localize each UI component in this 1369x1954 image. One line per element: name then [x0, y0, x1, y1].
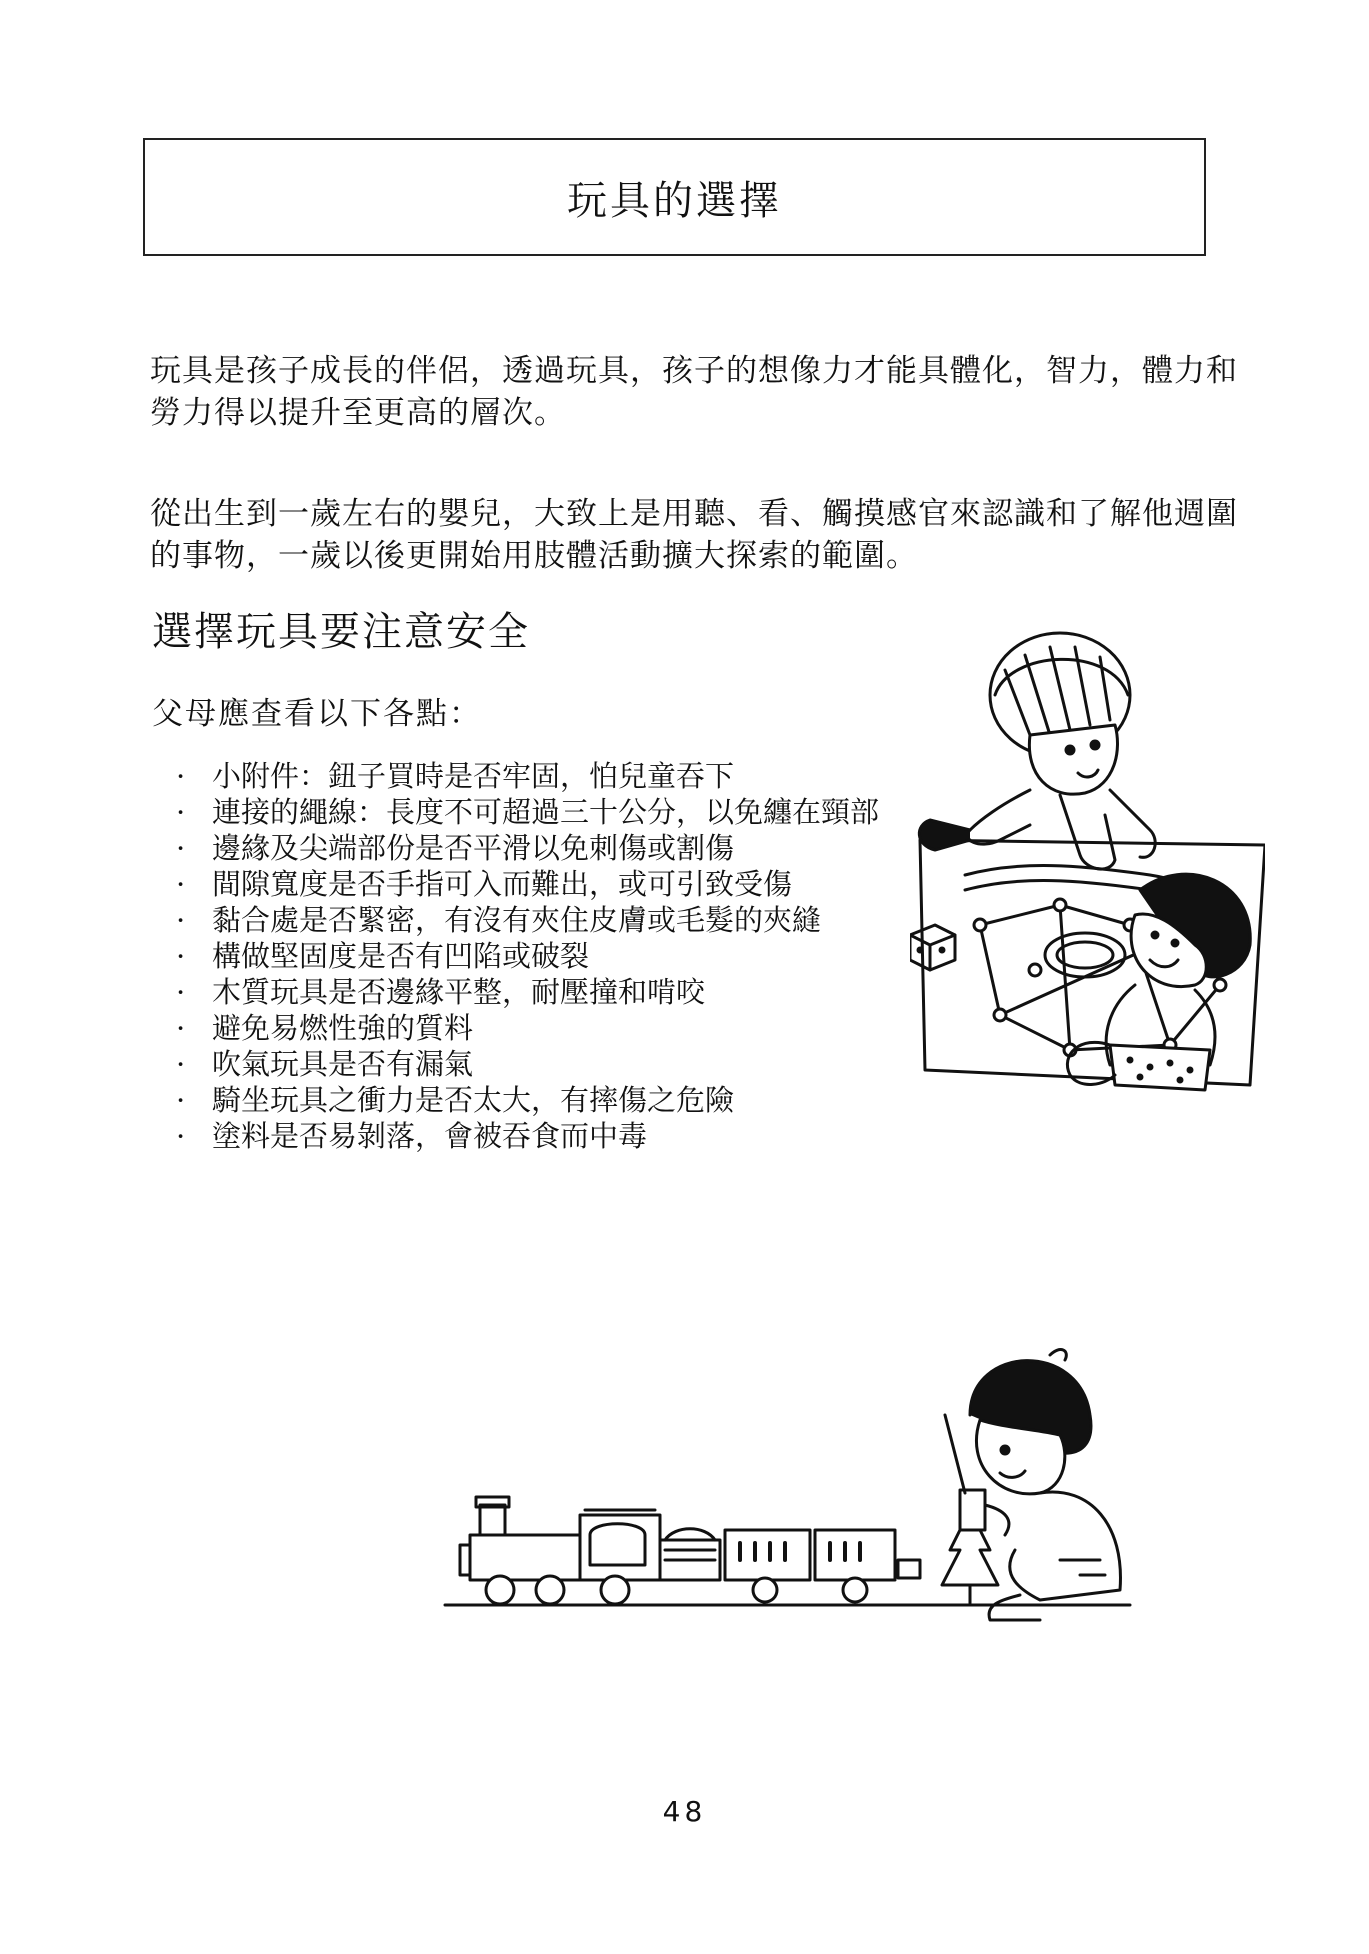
toy-locomotive: [460, 1497, 660, 1604]
list-item-text: 小附件：鈕子買時是否牢固，怕兒童吞下: [212, 759, 735, 793]
list-item: [170, 1010, 900, 1046]
page-title: 玩具的選擇: [567, 177, 782, 224]
list-item-text: 騎坐玩具之衝力是否太大，有摔傷之危險: [212, 1083, 735, 1117]
list-item-text: 塗料是否易剝落，會被吞食而中毒: [212, 1119, 648, 1153]
intro-paragraph-2: 從出生到一歲左右的嬰兒，大致上是用聽、看、觸摸感官來認識和了解他週圍的事物，一歲以後更開始用肢體活動擴大探索的範圍。: [150, 496, 1238, 574]
bullet-icon: ·: [176, 975, 186, 1009]
safety-checklist: [170, 758, 900, 1154]
list-item-text: 連接的繩線：長度不可超過三十公分，以免纏在頸部: [212, 795, 880, 829]
children-playing-illustration: [910, 625, 1265, 1110]
intro-paragraph-1: 玩具是孩子成長的伴侶，透過玩具，孩子的想像力才能具體化，智力，體力和勞力得以提升至更高的層次。: [150, 353, 1238, 431]
list-item: [170, 902, 900, 938]
page-number: 48: [662, 1795, 707, 1828]
list-item-text: 構做堅固度是否有凹陷或破裂: [212, 939, 590, 973]
remote-control: [960, 1490, 985, 1530]
list-item: [170, 938, 900, 974]
bullet-icon: ·: [176, 939, 186, 973]
list-item: [170, 974, 900, 1010]
bullet-icon: ·: [176, 1047, 186, 1081]
toy-freight-cars: [725, 1530, 920, 1602]
toy-tender: [660, 1529, 720, 1580]
dice: [910, 925, 955, 970]
list-item-text: 邊緣及尖端部份是否平滑以免刺傷或割傷: [212, 831, 735, 865]
list-item-text: 木質玩具是否邊緣平整，耐壓撞和啃咬: [212, 975, 706, 1009]
list-item-text: 黏合處是否緊密，有沒有夾住皮膚或毛髮的夾縫: [212, 903, 822, 937]
bullet-icon: ·: [176, 1083, 186, 1117]
list-item-text: 吹氣玩具是否有漏氣: [212, 1047, 474, 1081]
bullet-icon: ·: [176, 831, 186, 865]
list-item: [170, 1082, 900, 1118]
child-with-toy-train-illustration: [440, 1335, 1140, 1635]
list-item: [170, 1118, 900, 1154]
list-item: [170, 794, 900, 830]
child-with-cap: [919, 633, 1155, 869]
list-item: [170, 866, 900, 902]
list-item: [170, 830, 900, 866]
list-item-text: 間隙寬度是否手指可入而難出，或可引致受傷: [212, 867, 793, 901]
bullet-icon: ·: [176, 1011, 186, 1045]
bullet-icon: ·: [176, 795, 186, 829]
title-box: [143, 138, 1206, 256]
checklist-intro: 父母應查看以下各點：: [152, 696, 482, 732]
section-heading: 選擇玩具要注意安全: [152, 609, 530, 655]
bullet-icon: ·: [176, 903, 186, 937]
list-item-text: 避免易燃性強的質料: [212, 1011, 474, 1045]
list-item: [170, 1046, 900, 1082]
bullet-icon: ·: [176, 759, 186, 793]
list-item: [170, 758, 900, 794]
bullet-icon: ·: [176, 1119, 186, 1153]
bullet-icon: ·: [176, 867, 186, 901]
